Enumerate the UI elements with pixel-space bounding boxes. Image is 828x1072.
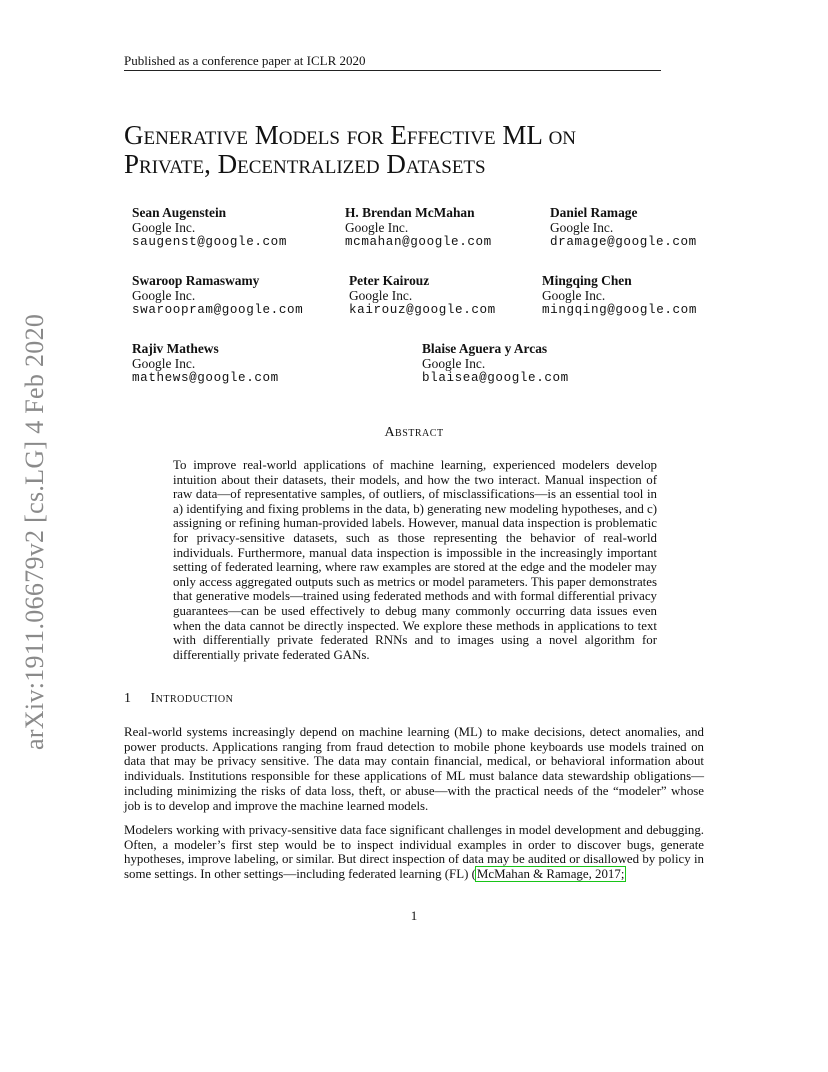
- author-email: mingqing@google.com: [542, 303, 697, 317]
- author-name: Daniel Ramage: [550, 205, 638, 220]
- author-block: [132, 205, 287, 250]
- author-affiliation: Google Inc.: [550, 220, 614, 235]
- author-block: [132, 341, 279, 386]
- author-email: dramage@google.com: [550, 235, 697, 249]
- author-name: Blaise Aguera y Arcas: [422, 341, 548, 356]
- section-heading: [124, 691, 233, 707]
- intro-paragraph-2-text: Modelers working with privacy-sensitive data face significant challenges in model development and debugging. Often, a modeler’s first step would be to inspect individual examples in order to discover bugs, generate hypotheses, improve labeling, or similar. But direct inspection of data may be audited or disallowed by policy in some settings. In other settings—including federated learning (FL) (: [124, 823, 704, 882]
- author-block: [550, 205, 697, 250]
- page-number: 1: [410, 908, 418, 923]
- author-affiliation: Google Inc.: [132, 288, 196, 303]
- paper-title-line-2: Private, Decentralized Datasets: [124, 149, 486, 179]
- abstract-body: To improve real-world applications of machine learning, experienced modelers develop intuition about their datasets, their models, and how the two interact. Manual inspection of raw data—of representative samples, of outliers, of misclassifications—is an essential tool in a) identifying and fixing problems in the data, b) generating new modeling hypotheses, and c) assigning or refining human-provided labels. However, manual data inspection is problematic for privacy-sensitive datasets, such as those representing the behavior of real-world individuals. Furthermore, manual data inspection is impossible in the increasingly important setting of federated learning, where raw examples are stored at the edge and the modeler may only access aggregated outputs such as metrics or model parameters. This paper demonstrates that generative models—trained using federated methods and with formal differential privacy guarantees—can be used effectively to debug many commonly occurring data issues even when the data cannot be directly inspected. We explore these methods in applications to text with differentially private federated RNNs and to images using a novel algorithm for differentially private federated GANs.: [173, 458, 657, 662]
- author-name: Mingqing Chen: [542, 273, 632, 288]
- author-name: H. Brendan McMahan: [345, 205, 475, 220]
- author-block: [349, 273, 496, 318]
- author-name: Sean Augenstein: [132, 205, 227, 220]
- intro-paragraph-1: Real-world systems increasingly depend on machine learning (ML) to make decisions, detect anomalies, and power products. Applications ranging from fraud detection to mobile phone keyboards use models trained on data that may be privacy sensitive. The data may contain financial, medical, or behavioral information about individuals. Institutions responsible for these applications of ML must balance data stewardship obligations—including minimizing the risks of data loss, theft, or abuse—with the practical needs of the “modeler” whose job is to develop and improve the machine learned models.: [124, 725, 704, 813]
- section-title: Introduction: [150, 691, 234, 706]
- author-name: Swaroop Ramaswamy: [132, 273, 260, 288]
- author-affiliation: Google Inc.: [132, 220, 196, 235]
- author-email: saugenst@google.com: [132, 235, 287, 249]
- author-block: [132, 273, 303, 318]
- author-affiliation: Google Inc.: [345, 220, 409, 235]
- author-email: mathews@google.com: [132, 371, 279, 385]
- author-affiliation: Google Inc.: [422, 356, 486, 371]
- author-name: Peter Kairouz: [349, 273, 430, 288]
- abstract-heading: Abstract: [384, 425, 444, 440]
- paper-title: [124, 121, 684, 179]
- paper-title-line-1: Generative Models for Effective ML on: [124, 120, 577, 150]
- header-rule: [124, 70, 661, 71]
- arxiv-identifier-stamp: arXiv:1911.06679v2 [cs.LG] 4 Feb 2020: [20, 313, 49, 750]
- author-block: [345, 205, 492, 250]
- author-email: blaisea@google.com: [422, 371, 569, 385]
- author-block: [542, 273, 697, 318]
- author-name: Rajiv Mathews: [132, 341, 219, 356]
- section-number: 1: [124, 691, 131, 706]
- author-affiliation: Google Inc.: [132, 356, 196, 371]
- author-email: kairouz@google.com: [349, 303, 496, 317]
- intro-paragraph-2: [124, 823, 704, 882]
- citation-link[interactable]: McMahan & Ramage, 2017;: [476, 867, 625, 882]
- author-email: mcmahan@google.com: [345, 235, 492, 249]
- author-email: swaroopram@google.com: [132, 303, 304, 317]
- author-block: [422, 341, 569, 386]
- author-affiliation: Google Inc.: [349, 288, 413, 303]
- running-header: Published as a conference paper at ICLR 2020: [124, 53, 366, 68]
- author-affiliation: Google Inc.: [542, 288, 606, 303]
